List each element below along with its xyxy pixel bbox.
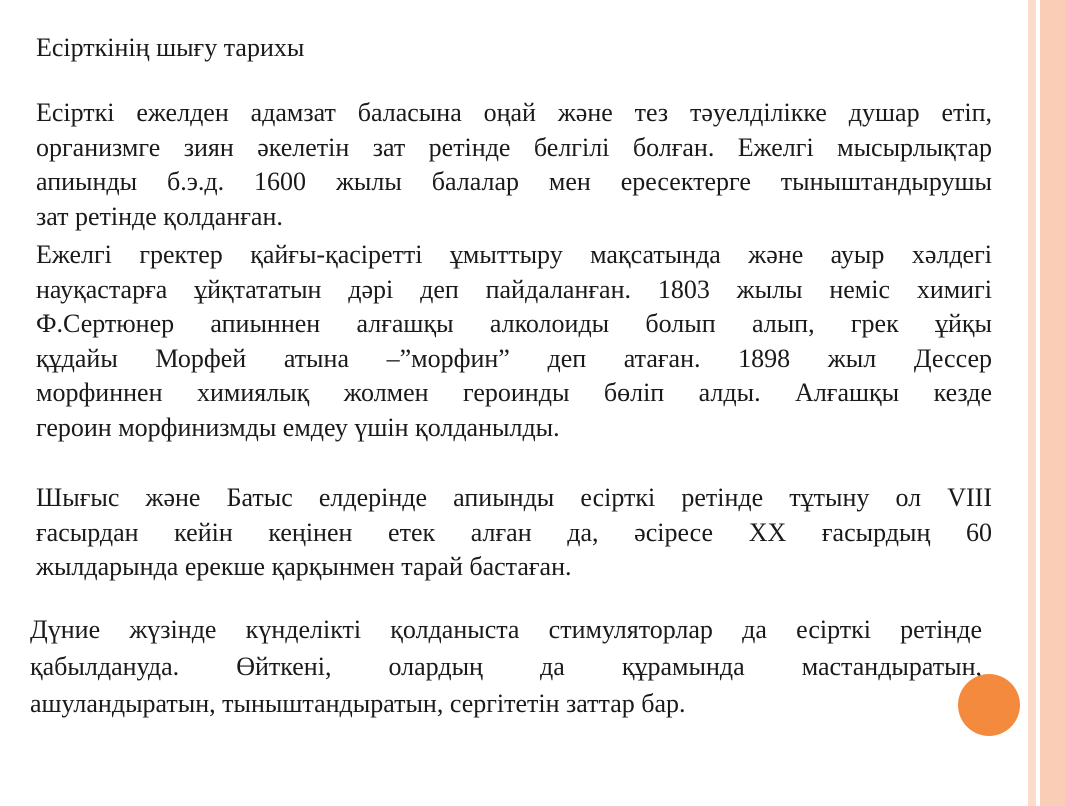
paragraph-line: қабылдануда. Өйткені, олардың да құрамында мастандыратын, bbox=[30, 652, 982, 681]
paragraph-line: жылдарында ерекше қарқынмен тарай бастаған. bbox=[36, 552, 572, 582]
decorative-border-inner bbox=[1028, 0, 1036, 806]
paragraph-4 bbox=[30, 611, 982, 722]
paragraph-line: науқастарға ұйқтататын дәрі деп пайдаланған. 1803 жылы неміс химигі bbox=[36, 274, 992, 304]
paragraph-line: Ежелгі гректер қайғы-қасіретті ұмыттыру мақсатында және ауыр хәлдегі bbox=[36, 240, 992, 269]
decorative-circle bbox=[958, 674, 1020, 736]
paragraph-line: морфиннен химиялық жолмен героинды бөліп алды. Алғашқы кезде bbox=[36, 378, 992, 408]
paragraph-line: құдайы Морфей атына –”морфин” деп атаған. 1898 жыл Дессер bbox=[36, 343, 992, 373]
paragraph-line: Шығыс және Батыс елдерінде апиынды есірткі ретінде тұтыну ол VIII bbox=[36, 483, 992, 512]
paragraph-line: ашуландыратын, тыныштандыратын, сергітетін заттар бар. bbox=[30, 689, 686, 718]
paragraph-line: организмге зиян әкелетін зат ретінде белгілі болған. Ежелгі мысырлықтар bbox=[36, 132, 992, 162]
paragraph-line: героин морфинизмды емдеу үшін қолданылды. bbox=[36, 412, 560, 442]
paragraph-line: апиынды б.э.д. 1600 жылы балалар мен ересектерге тыныштандырушы bbox=[36, 167, 992, 197]
paragraph-line: Ф.Сертюнер апиыннен алғашқы алколоиды болып алып, грек ұйқы bbox=[36, 309, 992, 339]
slide-title: Есірткінің шығу тарихы bbox=[36, 33, 305, 62]
paragraph-line: ғасырдан кейін кеңінен етек алған да, әсіресе XX ғасырдың 60 bbox=[36, 517, 992, 547]
paragraph-2 bbox=[36, 238, 992, 446]
paragraph-3 bbox=[36, 481, 992, 585]
paragraph-line: Есірткі ежелден адамзат баласына оңай және тез тәуелділікке душар етіп, bbox=[36, 98, 992, 127]
decorative-border-outer bbox=[1040, 0, 1065, 806]
paragraph-1 bbox=[36, 96, 992, 234]
paragraph-line: Дүние жүзінде күнделікті қолданыста стимуляторлар да есірткі ретінде bbox=[30, 615, 982, 644]
paragraph-line: зат ретінде қолданған. bbox=[36, 201, 283, 231]
